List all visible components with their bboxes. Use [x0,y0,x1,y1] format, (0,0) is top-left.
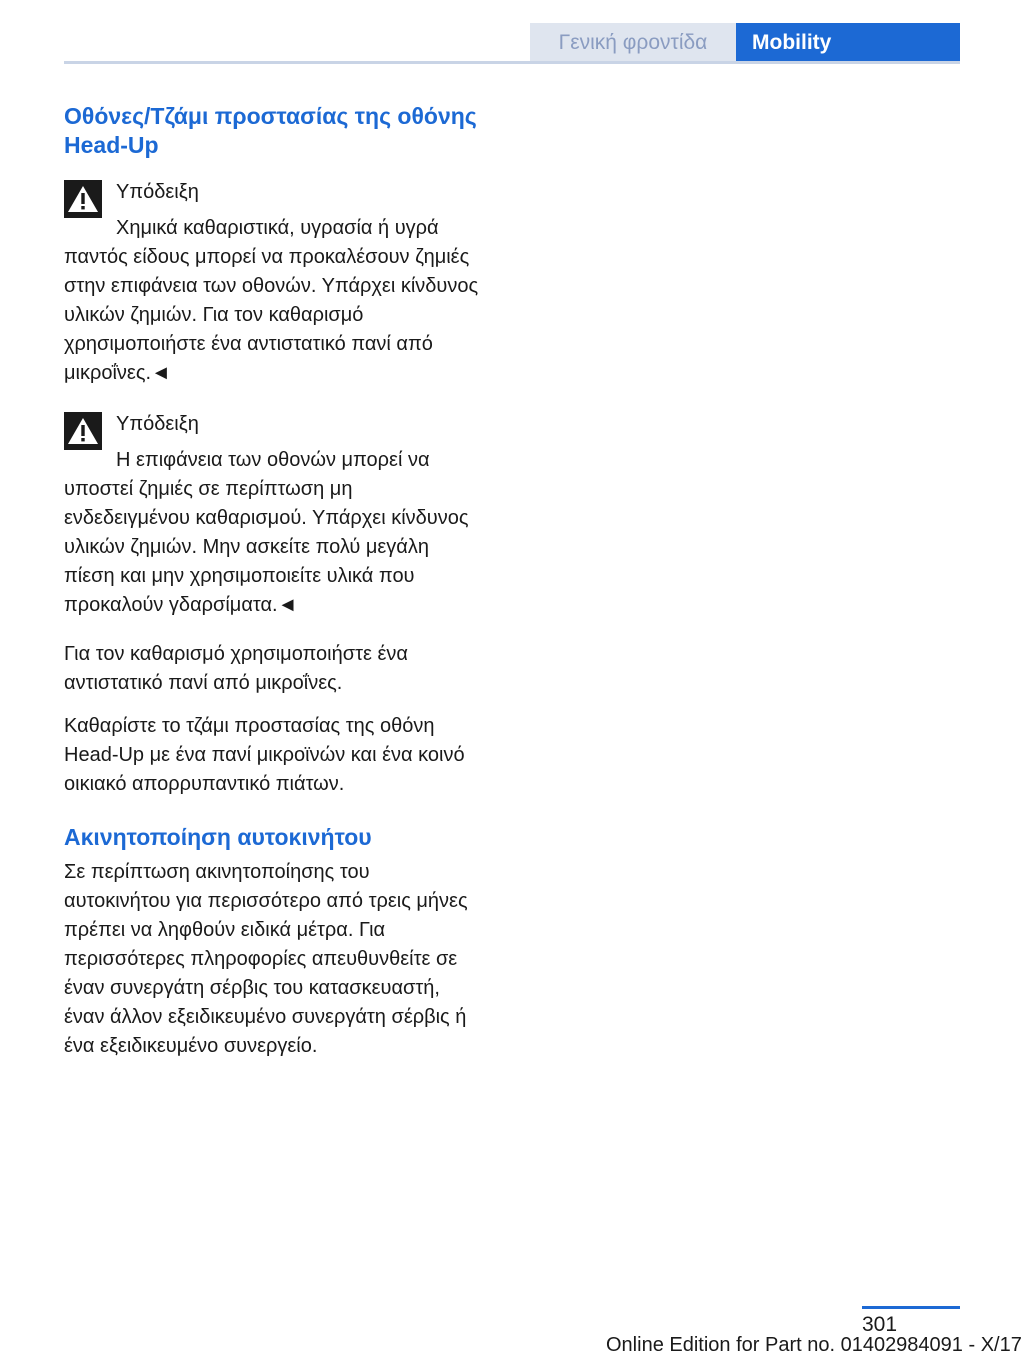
footer-divider [862,1306,960,1309]
warning-block [64,410,480,620]
warning-icon [64,412,102,450]
edition-footer: Online Edition for Part no. 01402984091 - X/17 [606,1334,1022,1356]
tab-mobility[interactable]: Mobility [736,23,960,63]
tab-general-care[interactable]: Γενική φροντίδα [530,23,736,63]
content-column [64,96,480,1061]
header-divider [64,61,960,64]
warning-text: Η επιφάνεια των οθονών μπορεί να υποστεί ζημιές σε περίπτωση μη ενδεδειγμένου καθαρισμού. Υπάρχει κίνδυνος υλικών ζημιών. Μην ασκείτε πολύ μεγάλη πίεση και μην χρησιμοποιείτε υλικά που προκαλούν γδαρσίματα.◄ [64,449,469,616]
section-title-storage: Ακινητοποίηση αυτοκινήτου [64,824,372,850]
warning-title: Υπόδειξη [116,413,199,435]
section-title-displays: Οθόνες/Τζάμι προστασίας της οθόνης Head-Up [64,103,477,158]
warning-block [64,178,480,388]
warning-icon [64,180,102,218]
page-number: 301 [862,1313,898,1336]
paragraph-hud-glass: Καθαρίστε το τζάμι προστασίας της οθόνη Head-Up με ένα πανί μικροϊνών και ένα κοινό οικιακό απορρυπαντικό πιάτων. [64,715,465,795]
paragraph-storage: Σε περίπτωση ακινητοποίησης του αυτοκινήτου για περισσότερο από τρεις μήνες πρέπει να ληφθούν ειδικά μέτρα. Για περισσότερες πληροφορίες απευθυνθείτε σε έναν συνεργάτη σέρβις του κατασκευαστή, έναν άλλον εξειδικευμένο συνεργάτη σέρβις ή ένα εξειδικευμένο συνεργείο. [64,861,468,1057]
warning-text: Χημικά καθαριστικά, υγρασία ή υγρά παντός είδους μπορεί να προκαλέσουν ζημιές στην επιφάνεια των οθονών. Υπάρχει κίνδυνος υλικών ζημιών. Για τον καθαρισμό χρησιμοποιήστε ένα αντιστατικό πανί από μικροΐνες.◄ [64,217,479,384]
warning-title: Υπόδειξη [116,181,199,203]
header-tabs [530,23,960,63]
paragraph-cleaning-cloth: Για τον καθαρισμό χρησιμοποιήστε ένα αντιστατικό πανί από μικροΐνες. [64,643,408,694]
